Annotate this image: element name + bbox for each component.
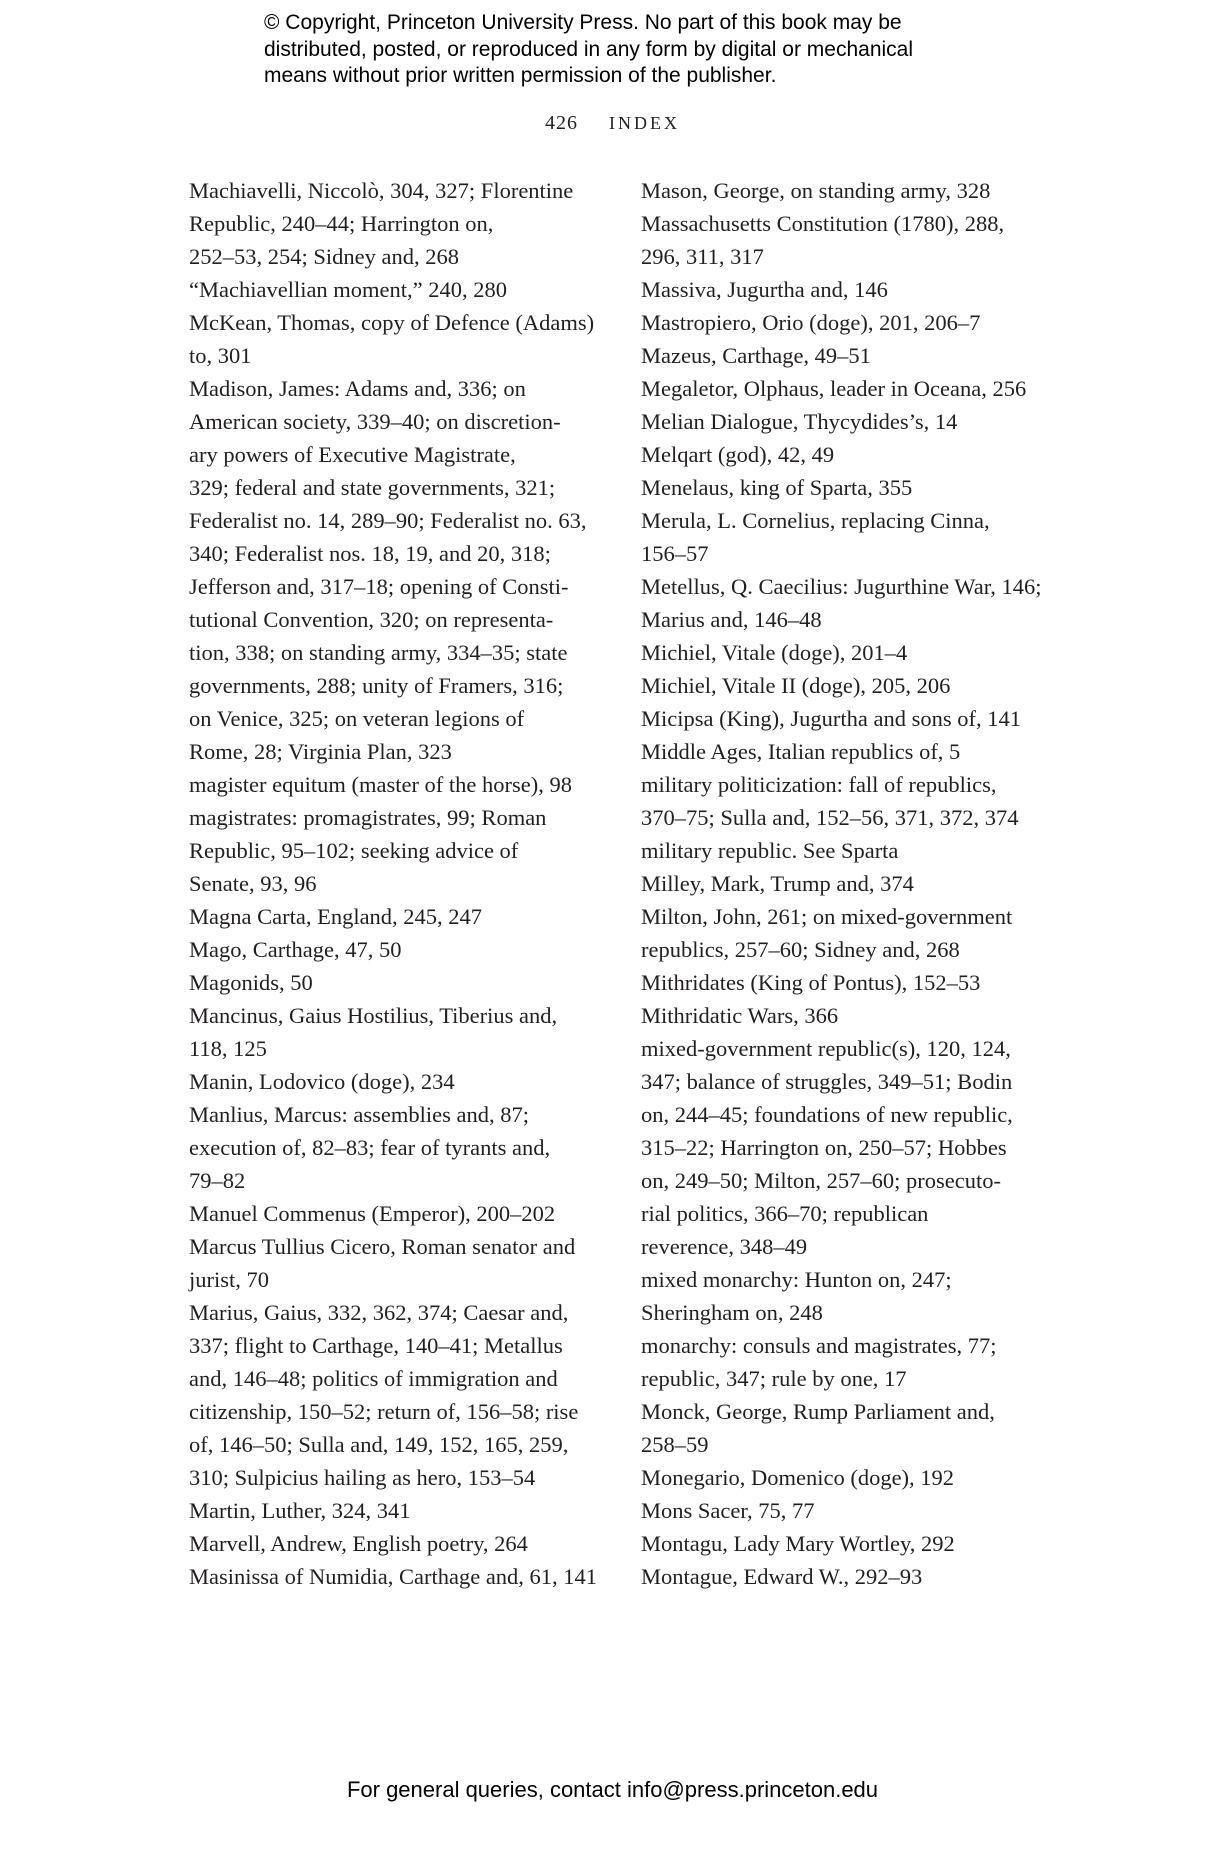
index-entry-line: American society, 339–40; on discretion- <box>189 409 561 434</box>
copyright-line: © Copyright, Princeton University Press. No part of this book may be <box>264 11 902 34</box>
index-entry-line: citizenship, 150–52; return of, 156–58; rise <box>189 1399 579 1424</box>
running-head <box>0 112 1225 135</box>
index-entry <box>641 1494 1081 1527</box>
index-entry-line: Milley, Mark, Trump and, 374 <box>641 871 914 896</box>
index-entry-line: Manuel Commenus (Emperor), 200–202 <box>189 1201 556 1226</box>
index-entry <box>189 966 609 999</box>
index-entry <box>189 372 609 768</box>
index-entry <box>189 1197 609 1230</box>
index-entry-line: Federalist no. 14, 289–90; Federalist no. 63, <box>189 508 587 533</box>
index-entry-line: 252–53, 254; Sidney and, 268 <box>189 244 459 269</box>
index-entry-line: Mago, Carthage, 47, 50 <box>189 937 402 962</box>
index-entry-line: 340; Federalist nos. 18, 19, and 20, 318; <box>189 541 551 566</box>
index-entry <box>641 1395 1081 1461</box>
index-entry-line: Madison, James: Adams and, 336; on <box>189 376 526 401</box>
index-entry <box>641 867 1081 900</box>
index-entry-line: Megaletor, Olphaus, leader in Oceana, 256 <box>641 376 1027 401</box>
copyright-notice <box>264 10 984 90</box>
index-entry-line: Masinissa of Numidia, Carthage and, 61, 141 <box>189 1564 598 1589</box>
index-column-left <box>189 174 609 1593</box>
index-entry-line: Mons Sacer, 75, 77 <box>641 1498 815 1523</box>
index-entry <box>189 768 609 801</box>
index-entry <box>189 174 609 273</box>
index-entry <box>641 207 1081 273</box>
page-number: 426 <box>545 112 578 134</box>
index-entry-line: Jefferson and, 317–18; opening of Consti- <box>189 574 569 599</box>
index-entry <box>641 1527 1081 1560</box>
index-entry-line: Menelaus, king of Sparta, 355 <box>641 475 913 500</box>
index-entry-line: Republic, 240–44; Harrington on, <box>189 211 494 236</box>
index-entry <box>189 1494 609 1527</box>
index-entry-line: Manlius, Marcus: assemblies and, 87; <box>189 1102 529 1127</box>
index-entry <box>641 735 1081 768</box>
index-entry <box>641 966 1081 999</box>
index-entry <box>641 900 1081 966</box>
index-entry <box>189 999 609 1065</box>
index-entry-line: tion, 338; on standing army, 334–35; state <box>189 640 568 665</box>
index-column-right <box>641 174 1081 1593</box>
index-entry-line: magister equitum (master of the horse), 98 <box>189 772 573 797</box>
index-entry-line: Milton, John, 261; on mixed-government <box>641 904 1013 929</box>
index-entry-line: on Venice, 325; on veteran legions of <box>189 706 525 731</box>
index-entry-line: 79–82 <box>189 1168 246 1193</box>
section-title: INDEX <box>609 113 680 133</box>
index-entry <box>641 1329 1081 1395</box>
index-entry-line: 370–75; Sulla and, 152–56, 371, 372, 374 <box>641 805 1019 830</box>
index-entry-line: Micipsa (King), Jugurtha and sons of, 141 <box>641 706 1021 731</box>
index-entry-line: McKean, Thomas, copy of Defence (Adams) <box>189 310 595 335</box>
index-entry <box>641 438 1081 471</box>
index-entry-line: 337; flight to Carthage, 140–41; Metallus <box>189 1333 563 1358</box>
index-entry <box>189 1296 609 1494</box>
index-entry <box>641 999 1081 1032</box>
index-entry-line: Mancinus, Gaius Hostilius, Tiberius and, <box>189 1003 558 1028</box>
index-entry-line: Marius and, 146–48 <box>641 607 822 632</box>
index-entry <box>189 273 609 306</box>
index-entry <box>641 471 1081 504</box>
index-entry-line: Melian Dialogue, Thycydides’s, 14 <box>641 409 958 434</box>
index-entry-line: 310; Sulpicius hailing as hero, 153–54 <box>189 1465 536 1490</box>
index-entry-line: Magonids, 50 <box>189 970 313 995</box>
index-entry-line: Michiel, Vitale II (doge), 205, 206 <box>641 673 951 698</box>
index-entry-line: Republic, 95–102; seeking advice of <box>189 838 519 863</box>
index-entry-line: tutional Convention, 320; on representa- <box>189 607 554 632</box>
index-entry-line: and, 146–48; politics of immigration and <box>189 1366 558 1391</box>
index-entry <box>189 1098 609 1197</box>
index-entry-line: jurist, 70 <box>189 1267 270 1292</box>
index-entry-line: republics, 257–60; Sidney and, 268 <box>641 937 960 962</box>
index-entry <box>189 1230 609 1296</box>
index-entry-line: Massiva, Jugurtha and, 146 <box>641 277 888 302</box>
index-entry <box>189 1527 609 1560</box>
index-entry-line: Mastropiero, Orio (doge), 201, 206–7 <box>641 310 981 335</box>
index-entry-line: Sheringham on, 248 <box>641 1300 823 1325</box>
index-entry-line: Manin, Lodovico (doge), 234 <box>189 1069 455 1094</box>
index-entry-line: Martin, Luther, 324, 341 <box>189 1498 411 1523</box>
index-entry <box>189 1065 609 1098</box>
index-entry-line: republic, 347; rule by one, 17 <box>641 1366 907 1391</box>
index-entry-line: 118, 125 <box>189 1036 267 1061</box>
index-entry <box>641 702 1081 735</box>
index-entry-line: Monegario, Domenico (doge), 192 <box>641 1465 955 1490</box>
index-entry-line: 315–22; Harrington on, 250–57; Hobbes <box>641 1135 1007 1160</box>
index-entry-line: Montague, Edward W., 292–93 <box>641 1564 923 1589</box>
index-entry-line: Marius, Gaius, 332, 362, 374; Caesar and, <box>189 1300 569 1325</box>
index-entry <box>641 669 1081 702</box>
index-entry-line: Marvell, Andrew, English poetry, 264 <box>189 1531 528 1556</box>
index-entry-line: mixed-government republic(s), 120, 124, <box>641 1036 1011 1061</box>
index-entry-line: 258–59 <box>641 1432 709 1457</box>
index-entry <box>641 1560 1081 1593</box>
index-entry-line: military republic. See Sparta <box>641 838 899 863</box>
index-entry <box>641 1461 1081 1494</box>
index-entry-line: ary powers of Executive Magistrate, <box>189 442 516 467</box>
index-entry-line: mixed monarchy: Hunton on, 247; <box>641 1267 952 1292</box>
index-entry-line: Mazeus, Carthage, 49–51 <box>641 343 871 368</box>
index-entry-line: reverence, 348–49 <box>641 1234 808 1259</box>
copyright-line: distributed, posted, or reproduced in any form by digital or mechanical <box>264 37 914 61</box>
index-entry <box>189 933 609 966</box>
index-entry <box>641 339 1081 372</box>
index-entry-line: 329; federal and state governments, 321; <box>189 475 556 500</box>
index-entry-line: “Machiavellian moment,” 240, 280 <box>189 277 508 302</box>
index-entry <box>641 570 1081 636</box>
index-entry-line: Rome, 28; Virginia Plan, 323 <box>189 739 452 764</box>
index-entry-line: rial politics, 366–70; republican <box>641 1201 929 1226</box>
index-entry <box>641 636 1081 669</box>
index-entry <box>641 372 1081 405</box>
index-entry-line: of, 146–50; Sulla and, 149, 152, 165, 259, <box>189 1432 569 1457</box>
index-entry <box>641 174 1081 207</box>
index-entry <box>189 801 609 900</box>
index-entry-line: Mason, George, on standing army, 328 <box>641 178 991 203</box>
index-entry-line: military politicization: fall of republics, <box>641 772 997 797</box>
footer-contact: For general queries, contact info@press.princeton.edu <box>346 1777 879 1802</box>
index-entry <box>189 900 609 933</box>
index-entry-line: Massachusetts Constitution (1780), 288, <box>641 211 1005 236</box>
index-entry <box>641 405 1081 438</box>
index-entry-line: on, 249–50; Milton, 257–60; prosecuto- <box>641 1168 1001 1193</box>
index-entry <box>641 504 1081 570</box>
index-entry-line: magistrates: promagistrates, 99; Roman <box>189 805 547 830</box>
index-entry-line: Marcus Tullius Cicero, Roman senator and <box>189 1234 576 1259</box>
index-entry-line: monarchy: consuls and magistrates, 77; <box>641 1333 997 1358</box>
index-entry <box>189 1560 609 1593</box>
index-entry-line: Montagu, Lady Mary Wortley, 292 <box>641 1531 955 1556</box>
index-entry-line: Metellus, Q. Caecilius: Jugurthine War, 146; <box>641 574 1042 599</box>
index-entry-line: 296, 311, 317 <box>641 244 764 269</box>
index-entry <box>641 306 1081 339</box>
index-entry-line: Middle Ages, Italian republics of, 5 <box>641 739 961 764</box>
index-entry-line: governments, 288; unity of Framers, 316; <box>189 673 564 698</box>
index-entry-line: on, 244–45; foundations of new republic, <box>641 1102 1013 1127</box>
index-entry <box>641 1032 1081 1263</box>
index-entry-line: to, 301 <box>189 343 252 368</box>
index-entry <box>641 273 1081 306</box>
index-entry-line: Magna Carta, England, 245, 247 <box>189 904 483 929</box>
copyright-line: means without prior written permission of the publisher. <box>264 64 777 87</box>
index-entry-line: Michiel, Vitale (doge), 201–4 <box>641 640 908 665</box>
index-entry-line: execution of, 82–83; fear of tyrants and, <box>189 1135 551 1160</box>
index-entry <box>189 306 609 372</box>
index-entry <box>641 834 1081 867</box>
index-entry-line: Merula, L. Cornelius, replacing Cinna, <box>641 508 990 533</box>
index-entry-line: Melqart (god), 42, 49 <box>641 442 835 467</box>
index-entry-line: Monck, George, Rump Parliament and, <box>641 1399 995 1424</box>
index-entry-line: 156–57 <box>641 541 709 566</box>
index-entry-line: 347; balance of struggles, 349–51; Bodin <box>641 1069 1013 1094</box>
index-entry-line: Machiavelli, Niccolò, 304, 327; Florentine <box>189 178 574 203</box>
index-entry <box>641 768 1081 834</box>
index-entry-line: Mithridates (King of Pontus), 152–53 <box>641 970 981 995</box>
index-entry <box>641 1263 1081 1329</box>
index-entry-line: Senate, 93, 96 <box>189 871 317 896</box>
index-entry-line: Mithridatic Wars, 366 <box>641 1003 839 1028</box>
